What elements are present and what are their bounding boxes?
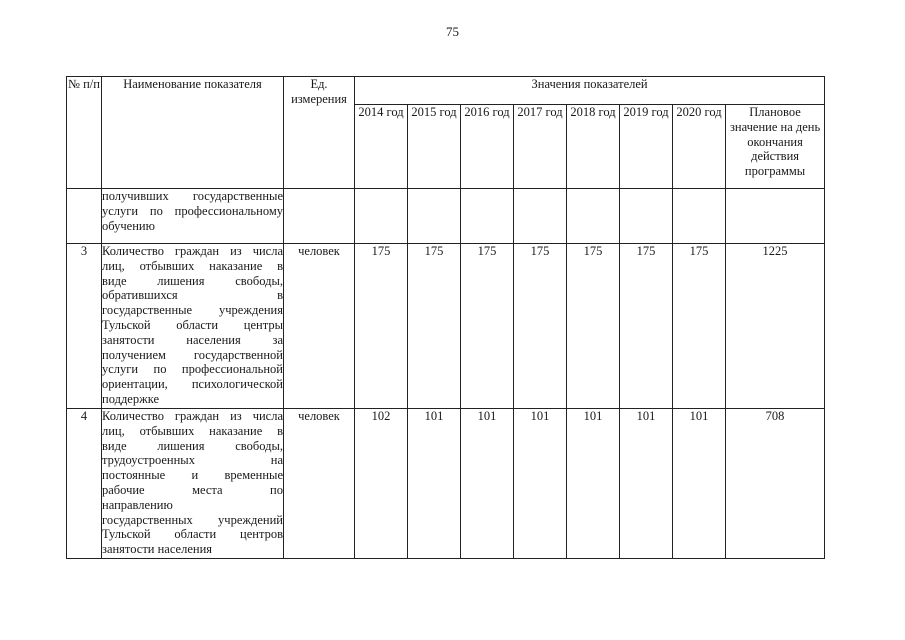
header-year: 2018 год: [567, 105, 620, 189]
row-num: 3: [67, 244, 102, 409]
row-name-line: Количество граждан из числа: [102, 244, 283, 258]
row-value: 101: [673, 409, 726, 559]
row-name-line: лиц, отбывших наказание в: [102, 258, 283, 273]
row-value: 175: [567, 244, 620, 409]
row-value: 101: [620, 409, 673, 559]
row-name: [102, 189, 284, 244]
row-planned: 1225: [726, 244, 825, 409]
table-row: [67, 409, 825, 559]
row-planned: 708: [726, 409, 825, 559]
indicators-table: [66, 76, 825, 559]
row-name-line: Тульской области центры: [102, 317, 283, 332]
header-num: № п/п: [67, 77, 102, 189]
page-number: 75: [446, 24, 459, 39]
header-values: Значения показателей: [355, 77, 825, 105]
row-value: [620, 189, 673, 244]
row-value: [567, 189, 620, 244]
row-name-line: трудоустроенных на: [102, 453, 283, 468]
row-unit: [284, 189, 355, 244]
header-year: 2019 год: [620, 105, 673, 189]
row-value: 175: [355, 244, 408, 409]
row-name-line: Количество граждан из числа: [102, 409, 283, 423]
table-row: [67, 189, 825, 244]
row-name: [102, 409, 284, 559]
row-name-line: обратившихся в: [102, 288, 283, 303]
row-value: 101: [514, 409, 567, 559]
row-name-line: рабочие места по: [102, 482, 283, 497]
row-name-line: ориентации, психологической: [102, 377, 283, 392]
row-value: [514, 189, 567, 244]
row-value: 175: [620, 244, 673, 409]
row-value: 101: [408, 409, 461, 559]
header-planned: Плановое значение на день окончания действия программы: [726, 105, 825, 189]
row-value: 175: [514, 244, 567, 409]
row-value: [461, 189, 514, 244]
row-value: 175: [461, 244, 514, 409]
row-name-line: виде лишения свободы,: [102, 438, 283, 453]
row-value: 102: [355, 409, 408, 559]
row-unit: человек: [284, 409, 355, 559]
table-row: [67, 244, 825, 409]
row-name-line: виде лишения свободы,: [102, 273, 283, 288]
row-name-line: поддержке: [102, 391, 160, 406]
row-name-line: получивших государственные: [102, 189, 283, 203]
row-name: [102, 244, 284, 409]
row-name-line: получением государственной: [102, 347, 283, 362]
row-num: [67, 189, 102, 244]
row-name-line: занятости населения за: [102, 332, 283, 347]
row-value: [673, 189, 726, 244]
row-name-line: постоянные и временные: [102, 468, 283, 483]
row-name-line: лиц, отбывших наказание в: [102, 423, 283, 438]
header-unit: Ед. измерения: [284, 77, 355, 189]
row-value: 175: [673, 244, 726, 409]
row-planned: [726, 189, 825, 244]
row-name-line: занятости населения: [102, 542, 213, 557]
header-year: 2014 год: [355, 105, 408, 189]
header-year: 2017 год: [514, 105, 567, 189]
row-value: [408, 189, 461, 244]
row-name-line: Тульской области центров: [102, 527, 283, 542]
row-name-line: обучению: [102, 218, 155, 233]
row-unit: человек: [284, 244, 355, 409]
row-num: 4: [67, 409, 102, 559]
row-value: 101: [567, 409, 620, 559]
row-name-line: услуги по профессиональной: [102, 362, 283, 377]
header-year: 2015 год: [408, 105, 461, 189]
row-name-line: государственные учреждения: [102, 303, 283, 318]
row-name-line: государственных учреждений: [102, 512, 283, 527]
header-year: 2016 год: [461, 105, 514, 189]
row-value: [355, 189, 408, 244]
header-name: Наименование показателя: [102, 77, 284, 189]
row-value: 101: [461, 409, 514, 559]
header-year: 2020 год: [673, 105, 726, 189]
row-name-line: услуги по профессиональному: [102, 203, 283, 218]
row-value: 175: [408, 244, 461, 409]
row-name-line: направлению: [102, 497, 173, 512]
